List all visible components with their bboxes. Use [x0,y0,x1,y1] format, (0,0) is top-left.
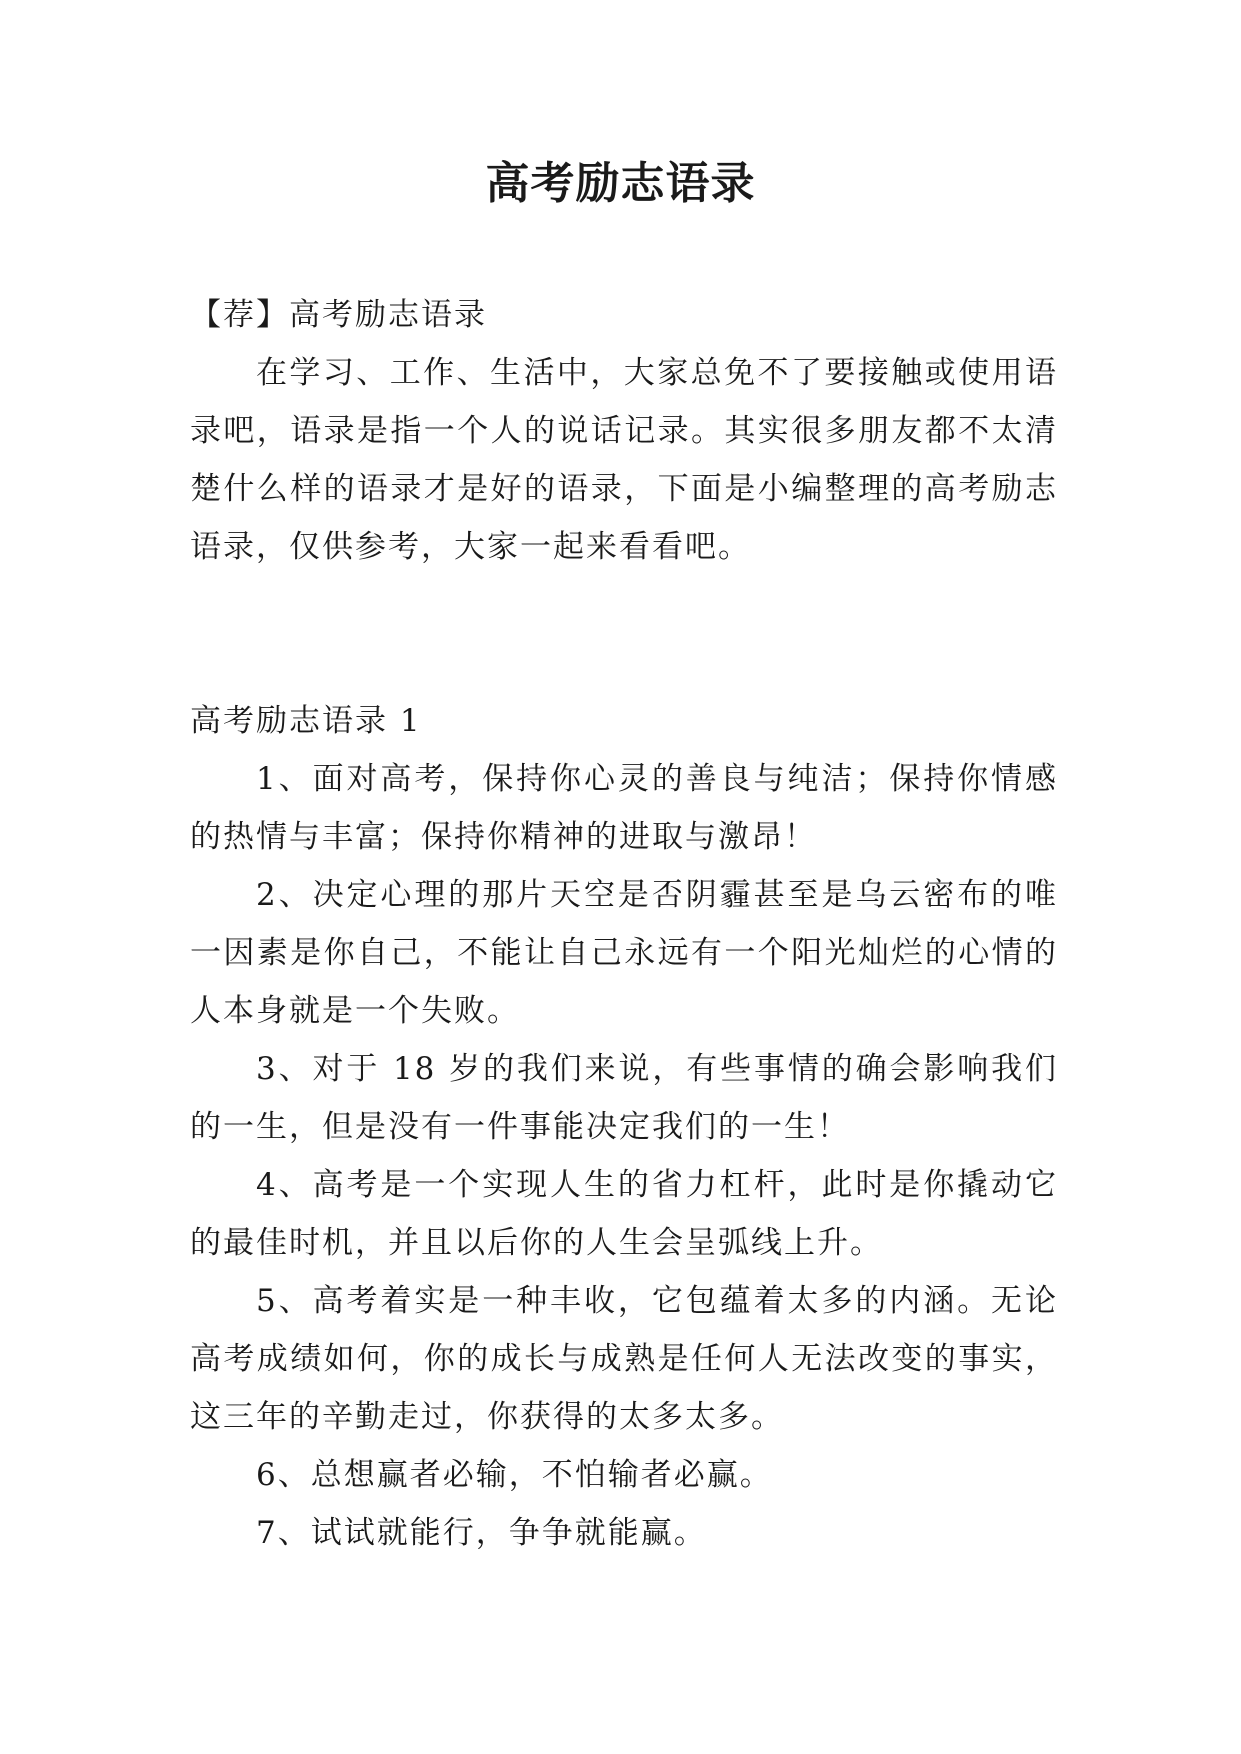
quote-item-6: 6、总想赢者必输，不怕输者必赢。 [256,1457,773,1493]
quote-list [190,750,1058,1562]
quote-item-5: 5、高考着实是一种丰收，它包蕴着太多的内涵。无论高考成绩如何，你的成长与成熟是任何人无法改变的事实，这三年的辛勤走过，你获得的太多太多。 [190,1283,1058,1435]
document-subtitle: 【荐】高考励志语录 [190,297,487,333]
document-title: 高考励志语录 [485,158,756,209]
quote-item-4: 4、高考是一个实现人生的省力杠杆，此时是你撬动它的最佳时机，并且以后你的人生会呈弧线上升。 [190,1167,1058,1261]
intro-paragraph: 在学习、工作、生活中，大家总免不了要接触或使用语录吧，语录是指一个人的说话记录。其实很多朋友都不太清楚什么样的语录才是好的语录，下面是小编整理的高考励志语录，仅供参考，大家一起来看看吧。 [190,355,1058,565]
section-heading: 高考励志语录 1 [190,703,422,739]
quote-item-1: 1、面对高考，保持你心灵的善良与纯洁；保持你情感的热情与丰富；保持你精神的进取与激昂！ [190,761,1058,855]
quote-item-3: 3、对于 18 岁的我们来说，有些事情的确会影响我们的一生，但是没有一件事能决定我们的一生！ [190,1051,1058,1145]
quote-item-2: 2、决定心理的那片天空是否阴霾甚至是乌云密布的唯一因素是你自己，不能让自己永远有一个阳光灿烂的心情的人本身就是一个失败。 [190,877,1058,1029]
intro-section [190,344,1058,576]
quote-item-7: 7、试试就能行，争争就能赢。 [256,1515,707,1551]
